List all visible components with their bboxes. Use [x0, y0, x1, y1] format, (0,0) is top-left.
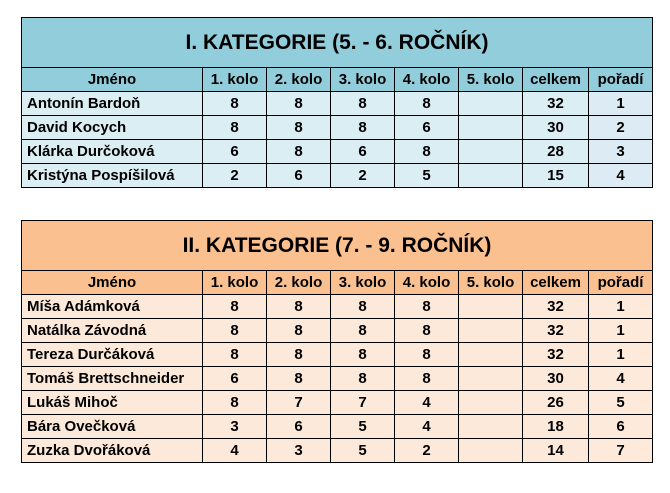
round-3-cell: 5	[331, 415, 395, 439]
category-title: I. KATEGORIE (5. - 6. ROČNÍK)	[22, 18, 653, 68]
header-row	[22, 271, 653, 295]
round-4-cell: 8	[395, 140, 459, 164]
total-cell: 14	[523, 439, 589, 463]
round-5-cell	[459, 116, 523, 140]
round-2-cell: 8	[267, 295, 331, 319]
round-1-cell: 3	[203, 415, 267, 439]
table-row	[22, 116, 653, 140]
round-4-cell: 8	[395, 319, 459, 343]
round-4-cell: 8	[395, 295, 459, 319]
round-1-header: 1. kolo	[203, 68, 267, 92]
round-1-header: 1. kolo	[203, 271, 267, 295]
rank-cell: 1	[589, 343, 653, 367]
round-5-cell	[459, 367, 523, 391]
round-3-cell: 8	[331, 92, 395, 116]
table-row	[22, 415, 653, 439]
category-title-row	[22, 18, 653, 68]
round-2-cell: 6	[267, 415, 331, 439]
student-name-cell: Zuzka Dvořáková	[22, 439, 203, 463]
total-cell: 32	[523, 343, 589, 367]
table-row	[22, 391, 653, 415]
round-2-cell: 8	[267, 140, 331, 164]
round-3-cell: 8	[331, 319, 395, 343]
rank-cell: 7	[589, 439, 653, 463]
round-2-cell: 3	[267, 439, 331, 463]
round-4-cell: 4	[395, 391, 459, 415]
round-2-cell: 8	[267, 319, 331, 343]
round-5-cell	[459, 391, 523, 415]
round-4-header: 4. kolo	[395, 271, 459, 295]
table-row	[22, 92, 653, 116]
student-name-cell: Klárka Durčoková	[22, 140, 203, 164]
round-3-header: 3. kolo	[331, 68, 395, 92]
category-1-table	[21, 17, 653, 188]
rank-header: pořadí	[589, 68, 653, 92]
round-3-header: 3. kolo	[331, 271, 395, 295]
name-header: Jméno	[22, 271, 203, 295]
table-row	[22, 164, 653, 188]
rank-cell: 2	[589, 116, 653, 140]
round-1-cell: 8	[203, 343, 267, 367]
round-5-header: 5. kolo	[459, 68, 523, 92]
round-2-cell: 8	[267, 367, 331, 391]
round-5-cell	[459, 343, 523, 367]
student-name-cell: Antonín Bardoň	[22, 92, 203, 116]
round-2-header: 2. kolo	[267, 68, 331, 92]
student-name-cell: Lukáš Mihoč	[22, 391, 203, 415]
category-2-table	[21, 220, 653, 463]
table-row	[22, 343, 653, 367]
round-1-cell: 4	[203, 439, 267, 463]
total-cell: 30	[523, 116, 589, 140]
category-title-row	[22, 221, 653, 271]
round-4-cell: 8	[395, 343, 459, 367]
round-3-cell: 8	[331, 295, 395, 319]
round-2-cell: 7	[267, 391, 331, 415]
round-3-cell: 8	[331, 367, 395, 391]
round-5-cell	[459, 319, 523, 343]
table-row	[22, 140, 653, 164]
table-row	[22, 367, 653, 391]
round-5-cell	[459, 140, 523, 164]
round-3-cell: 5	[331, 439, 395, 463]
round-5-cell	[459, 415, 523, 439]
round-1-cell: 8	[203, 116, 267, 140]
student-name-cell: Míša Adámková	[22, 295, 203, 319]
rank-cell: 1	[589, 295, 653, 319]
rank-cell: 1	[589, 319, 653, 343]
total-header: celkem	[523, 271, 589, 295]
table-row	[22, 295, 653, 319]
round-5-header: 5. kolo	[459, 271, 523, 295]
total-cell: 32	[523, 295, 589, 319]
round-4-cell: 8	[395, 92, 459, 116]
round-4-header: 4. kolo	[395, 68, 459, 92]
student-name-cell: Tereza Durčáková	[22, 343, 203, 367]
round-5-cell	[459, 439, 523, 463]
total-cell: 30	[523, 367, 589, 391]
rank-cell: 5	[589, 391, 653, 415]
rank-cell: 3	[589, 140, 653, 164]
student-name-cell: David Kocych	[22, 116, 203, 140]
table-row	[22, 439, 653, 463]
round-2-cell: 8	[267, 92, 331, 116]
student-name-cell: Natálka Závodná	[22, 319, 203, 343]
student-name-cell: Bára Ovečková	[22, 415, 203, 439]
total-cell: 32	[523, 319, 589, 343]
table-row	[22, 319, 653, 343]
total-header: celkem	[523, 68, 589, 92]
student-name-cell: Kristýna Pospíšilová	[22, 164, 203, 188]
round-5-cell	[459, 164, 523, 188]
round-5-cell	[459, 92, 523, 116]
round-2-cell: 8	[267, 343, 331, 367]
rank-header: pořadí	[589, 271, 653, 295]
round-5-cell	[459, 295, 523, 319]
student-name-cell: Tomáš Brettschneider	[22, 367, 203, 391]
round-1-cell: 6	[203, 367, 267, 391]
round-3-cell: 7	[331, 391, 395, 415]
round-1-cell: 8	[203, 92, 267, 116]
round-1-cell: 8	[203, 295, 267, 319]
total-cell: 26	[523, 391, 589, 415]
rank-cell: 1	[589, 92, 653, 116]
round-1-cell: 2	[203, 164, 267, 188]
rank-cell: 6	[589, 415, 653, 439]
round-3-cell: 6	[331, 140, 395, 164]
round-2-header: 2. kolo	[267, 271, 331, 295]
round-1-cell: 8	[203, 391, 267, 415]
rank-cell: 4	[589, 367, 653, 391]
header-row	[22, 68, 653, 92]
round-4-cell: 6	[395, 116, 459, 140]
total-cell: 18	[523, 415, 589, 439]
round-1-cell: 8	[203, 319, 267, 343]
name-header: Jméno	[22, 68, 203, 92]
round-3-cell: 8	[331, 116, 395, 140]
round-4-cell: 5	[395, 164, 459, 188]
total-cell: 15	[523, 164, 589, 188]
round-4-cell: 4	[395, 415, 459, 439]
round-2-cell: 6	[267, 164, 331, 188]
round-3-cell: 2	[331, 164, 395, 188]
round-2-cell: 8	[267, 116, 331, 140]
round-1-cell: 6	[203, 140, 267, 164]
total-cell: 28	[523, 140, 589, 164]
round-4-cell: 8	[395, 367, 459, 391]
category-title: II. KATEGORIE (7. - 9. ROČNÍK)	[22, 221, 653, 271]
rank-cell: 4	[589, 164, 653, 188]
round-4-cell: 2	[395, 439, 459, 463]
round-3-cell: 8	[331, 343, 395, 367]
total-cell: 32	[523, 92, 589, 116]
